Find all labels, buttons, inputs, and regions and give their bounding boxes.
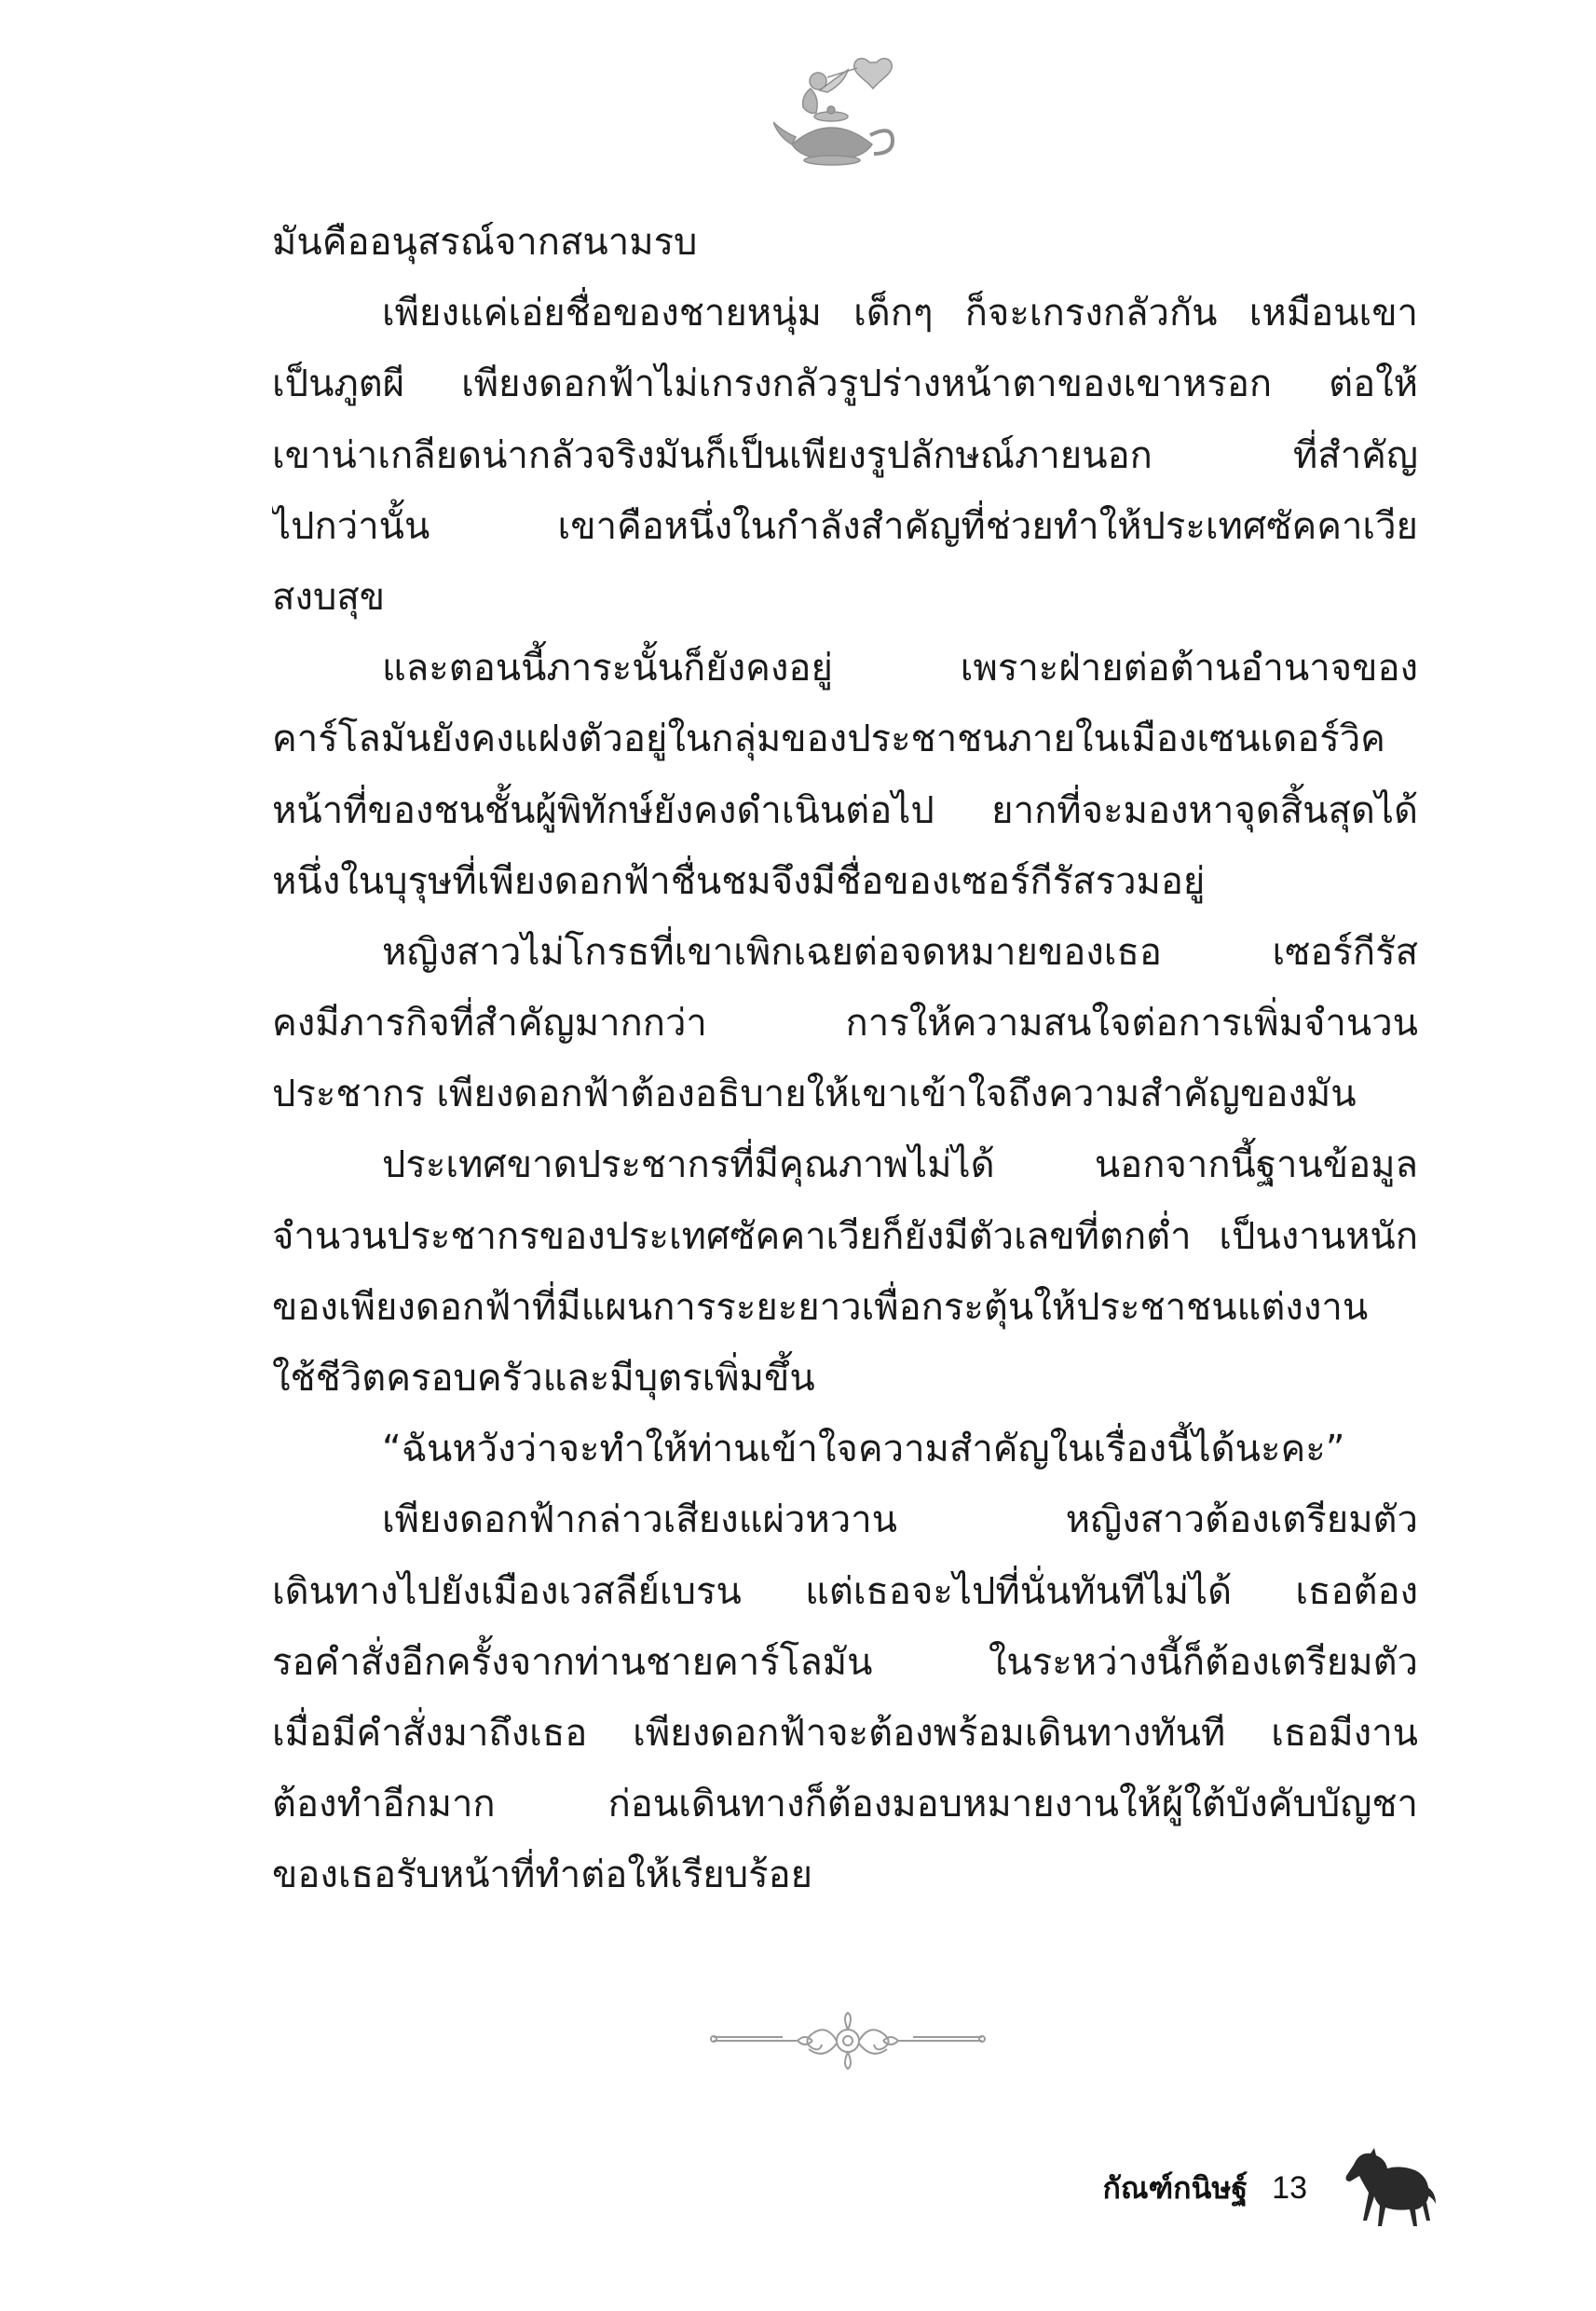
text-line: ของเพียงดอกฟ้าที่มีแผนการระยะยาวเพื่อกระตุ้นให้ประชาชนแต่งงาน xyxy=(272,1285,1369,1329)
scroll-divider-ornament-icon xyxy=(708,2008,988,2073)
text-line: เพียงแค่เอ่ยชื่อของชายหนุ่ม เด็กๆ ก็จะเกรงกลัวกัน เหมือนเขา xyxy=(382,292,1418,335)
text-line: คงมีภารกิจที่สำคัญมากกว่า การให้ความสนใจต่อการเพิ่มจำนวน xyxy=(272,1002,1418,1046)
text-line: จำนวนประชากรของประเทศซัคคาเวียก็ยังมีตัวเลขที่ตกต่ำ เป็นงานหนัก xyxy=(272,1214,1418,1258)
main-text xyxy=(272,207,1418,1911)
text-line: คาร์โลมันยังคงแฝงตัวอยู่ในกลุ่มของประชาชนภายในเมืองเซนเดอร์วิค xyxy=(272,718,1385,761)
text-line: สงบสุข xyxy=(272,575,386,619)
text-line: เดินทางไปยังเมืองเวสลีย์เบรน แต่เธอจะไปที่นั่นทันทีไม่ได้ เธอต้อง xyxy=(272,1569,1418,1613)
text-line: ประชากร เพียงดอกฟ้าต้องอธิบายให้เขาเข้าใจถึงความสำคัญของมัน xyxy=(272,1073,1357,1116)
text-line: รอคำสั่งอีกครั้งจากท่านชายคาร์โลมัน ในระหว่างนี้ก็ต้องเตรียมตัว xyxy=(272,1640,1418,1684)
text-line: ใช้ชีวิตครอบครัวและมีบุตรเพิ่มขึ้น xyxy=(272,1357,815,1400)
text-line: ประเทศขาดประชากรที่มีคุณภาพไม่ได้ นอกจากนี้ฐานข้อมูล xyxy=(382,1143,1418,1187)
text-line: หนึ่งในบุรุษที่เพียงดอกฟ้าชื่นชมจึงมีชื่อของเซอร์กีรัสรวมอยู่ xyxy=(272,859,1206,903)
text-line: “ฉันหวังว่าจะทำให้ท่านเข้าใจความสำคัญในเรื่องนี้ได้นะคะ” xyxy=(382,1428,1345,1471)
text-line: ต้องทำอีกมาก ก่อนเดินทางก็ต้องมอบหมายงานให้ผู้ใต้บังคับบัญชา xyxy=(272,1783,1418,1826)
page-footer xyxy=(1103,2160,1438,2216)
text-line: หญิงสาวไม่โกรธที่เขาเพิกเฉยต่อจดหมายของเธอ เซอร์กีรัส xyxy=(382,930,1418,974)
text-line: เมื่อมีคำสั่งมาถึงเธอ เพียงดอกฟ้าจะต้องพร้อมเดินทางทันที เธอมีงาน xyxy=(272,1711,1418,1755)
text-line: เขาน่าเกลียดน่ากลัวจริงมันก็เป็นเพียงรูปลักษณ์ภายนอก ที่สำคัญ xyxy=(272,433,1418,477)
text-line: ไปกว่านั้น เขาคือหนึ่งในกำลังสำคัญที่ช่วยทำให้ประเทศซัคคาเวีย xyxy=(272,504,1418,548)
text-line: ของเธอรับหน้าที่ทำต่อให้เรียบร้อย xyxy=(272,1853,813,1897)
page-number: 13 xyxy=(1272,2169,1307,2206)
text-line: มันคืออนุสรณ์จากสนามรบ xyxy=(272,221,698,264)
text-line: เพียงดอกฟ้ากล่าวเสียงแผ่วหวาน หญิงสาวต้องเตรียมตัว xyxy=(382,1498,1418,1542)
book-title: กัณฑ์กนิษฐ์ xyxy=(1102,2169,1248,2206)
teapot-cherub-ornament-icon xyxy=(773,51,913,172)
text-line: หน้าที่ของชนชั้นผู้พิทักษ์ยังคงดำเนินต่อไป ยากที่จะมองหาจุดสิ้นสุดได้ xyxy=(272,788,1418,832)
text-line: เป็นภูตผี เพียงดอกฟ้าไม่เกรงกลัวรูปร่างหน้าตาของเขาหรอก ต่อให้ xyxy=(272,362,1418,406)
text-line: และตอนนี้ภาระนั้นก็ยังคงอยู่ เพราะฝ่ายต่อต้านอำนาจของ xyxy=(382,647,1418,691)
horse-icon xyxy=(1335,2146,1438,2230)
